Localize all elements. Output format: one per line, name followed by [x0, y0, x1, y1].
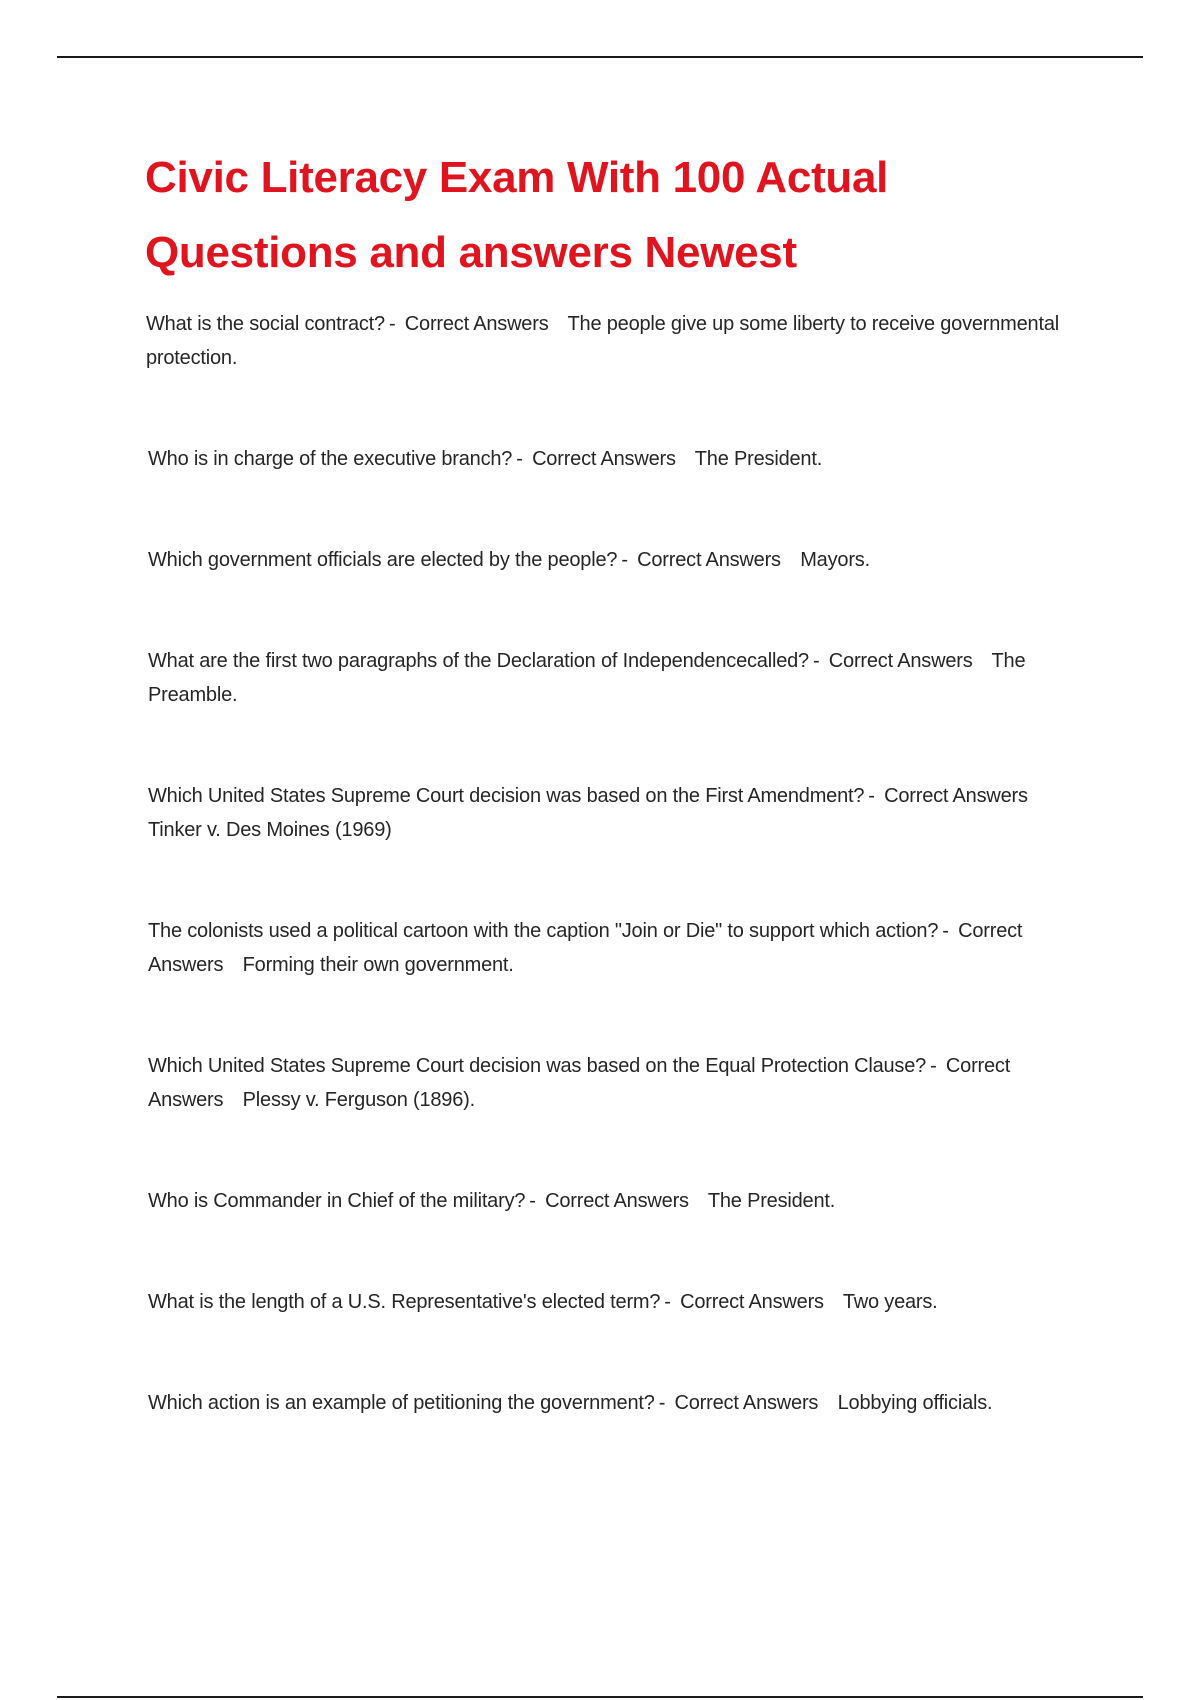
answer-label: Correct Answers [637, 549, 781, 571]
qa-item-2 [148, 442, 1078, 476]
qa-item-3 [148, 543, 1078, 577]
answer-label: Correct Answers [884, 785, 1028, 807]
separator: - [621, 549, 628, 571]
separator: - [529, 1190, 536, 1212]
question-text: Who is in charge of the executive branch? [148, 448, 513, 470]
separator: - [516, 448, 523, 470]
top-rule [57, 56, 1143, 58]
answer-text: Mayors. [800, 549, 870, 571]
qa-item-4 [148, 644, 1078, 712]
question-text: Which United States Supreme Court decision was based on the Equal Protection Clause? [148, 1055, 927, 1077]
answer-text: The President. [707, 1190, 836, 1212]
question-text: What is the social contract? [146, 313, 385, 335]
qa-item-10 [148, 1386, 1078, 1420]
answer-label: Correct Answers [828, 650, 973, 672]
question-text: What is the length of a U.S. Representative's elected term? [148, 1291, 661, 1313]
qa-item-9 [148, 1285, 1078, 1319]
answer-label: Correct Answers [404, 313, 549, 335]
qa-item-6 [148, 914, 1078, 982]
separator: - [388, 313, 396, 335]
answer-text: Two years. [842, 1291, 938, 1313]
question-text: What are the first two paragraphs of the Declaration of Independencecalled? [148, 650, 809, 672]
qa-item-7 [148, 1049, 1078, 1117]
answer-label: Correct Answers [680, 1291, 824, 1313]
bottom-rule [57, 1696, 1143, 1698]
answer-text: Tinker v. Des Moines (1969) [148, 819, 392, 841]
answer-label: Correct Answers [532, 448, 676, 470]
qa-item-5 [148, 779, 1078, 847]
question-text: Which United States Supreme Court decision was based on the First Amendment? [148, 785, 865, 807]
document-title: Civic Literacy Exam With 100 Actual Questions and answers Newest [145, 153, 889, 277]
answer-label: Correct Answers [545, 1190, 689, 1212]
question-text: Which action is an example of petitioning the government? [148, 1392, 655, 1414]
question-text: Which government officials are elected by the people? [148, 549, 618, 571]
answer-text: The people give up some liberty to receive governmental protection. [146, 313, 1060, 369]
separator: - [942, 920, 949, 942]
answer-text: The Preamble. [148, 650, 1026, 706]
answer-text: Forming their own government. [242, 954, 514, 976]
answer-label: Correct Answers [674, 1392, 819, 1414]
qa-item-8 [148, 1184, 1078, 1218]
separator: - [812, 650, 820, 672]
separator: - [658, 1392, 666, 1414]
answer-text: Lobbying officials. [837, 1392, 993, 1414]
separator: - [664, 1291, 671, 1313]
separator: - [868, 785, 875, 807]
qa-item-1 [146, 307, 1076, 375]
answer-label: Correct Answers [148, 920, 1023, 976]
answer-label: Correct Answers [148, 1055, 1011, 1111]
answer-text: Plessy v. Ferguson (1896). [242, 1089, 475, 1111]
answer-text: The President. [694, 448, 823, 470]
question-text: The colonists used a political cartoon with the caption "Join or Die" to support which action? [148, 920, 939, 942]
separator: - [930, 1055, 937, 1077]
question-text: Who is Commander in Chief of the military? [148, 1190, 526, 1212]
